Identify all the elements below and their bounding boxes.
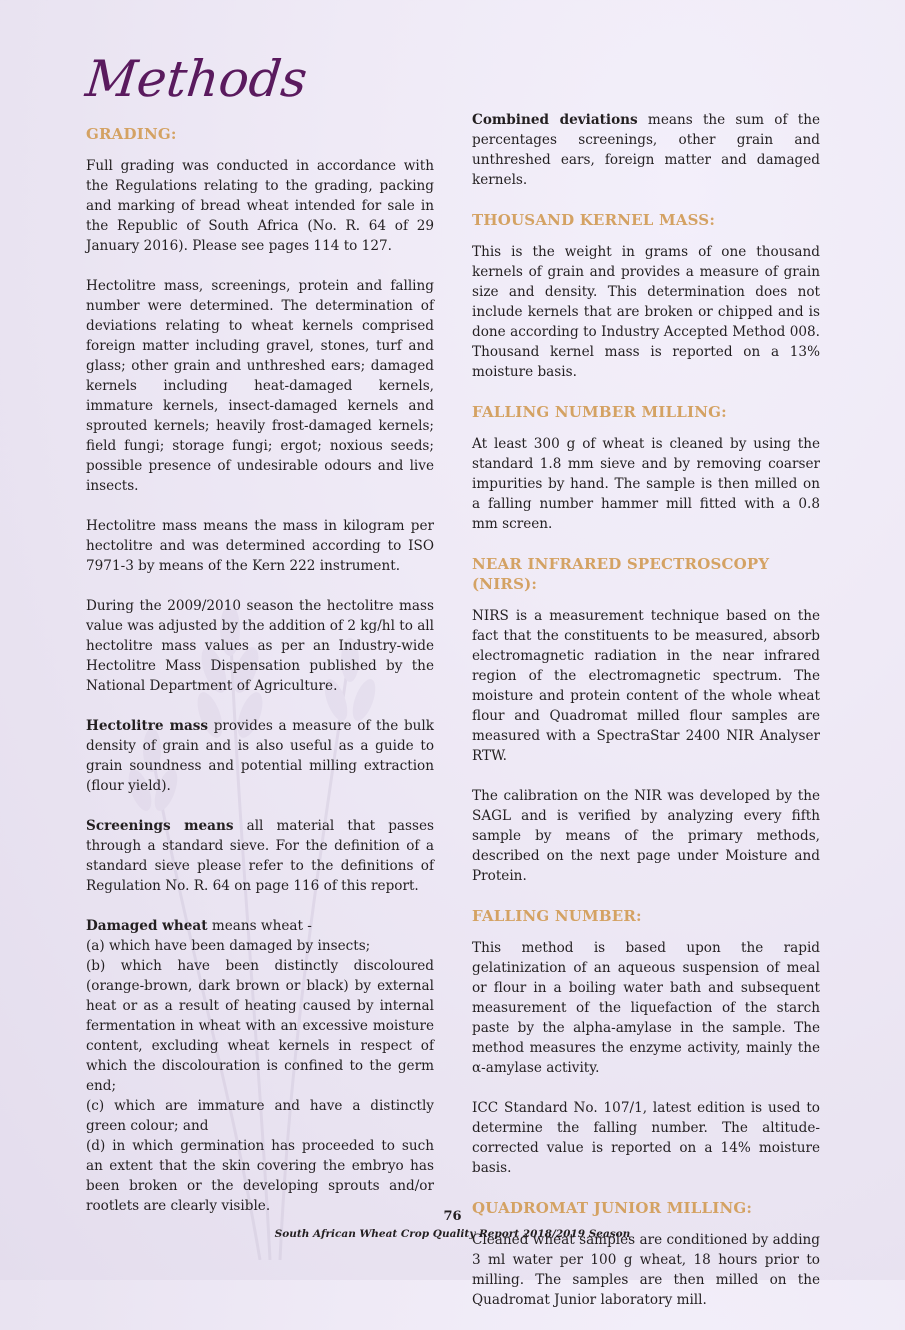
grading-heading: GRADING: [86,125,177,143]
hectolitre-mass-paragraph [86,716,434,796]
combined-deviations-paragraph [472,110,820,190]
quadromat-junior-milling-paragraph: Cleaned wheat samples are conditioned by adding 3 ml water per 100 g wheat, 18 hours prior to milling. The samples are then milled on the Quadromat Junior laboratory mill. [472,1232,820,1308]
damaged-wheat-term: Damaged wheat [86,918,208,934]
quadromat-junior-milling-heading: QUADROMAT JUNIOR MILLING: [472,1199,753,1217]
report-title: South African Wheat Crop Quality Report 2018/2019 Season [274,1228,631,1240]
damaged-wheat-item-d: (d) in which germination has proceeded to such an extent that the skin covering the embryo has been broken or the developing sprouts and/or rootlets are clearly visible. [86,1138,434,1214]
damaged-wheat-lead: means wheat - [207,918,312,934]
thousand-kernel-mass-heading: THOUSAND KERNEL MASS: [472,211,716,229]
hectolitre-mass-term: Hectolitre mass [86,718,209,734]
nirs-heading: NEAR INFRARED SPECTROSCOPY (NIRS): [472,555,770,593]
page-number: 76 [443,1209,462,1224]
falling-number-milling-heading: FALLING NUMBER MILLING: [472,403,727,421]
damaged-wheat-item-a: (a) which have been damaged by insects; [86,938,371,954]
damaged-wheat-item-b: (b) which have been distinctly discoloured (orange-brown, dark brown or black) by external heat or as a result of heating caused by internal fermentation in wheat with an excessive moisture content, excluding wheat kernels in respect of which the discolouration is confined to the germ end; [86,958,434,1094]
nirs-paragraph-1: NIRS is a measurement technique based on the fact that the constituents to be measured, absorb electromagnetic radiation in the near infrared region of the electromagnetic spectrum. The moisture and protein content of the whole wheat flour and Quadromat milled flour samples are measured with a SpectraStar 2400 NIR Analyser RTW. [472,608,820,764]
screenings-term: Screenings means [86,818,234,834]
falling-number-paragraph-2: ICC Standard No. 107/1, latest edition is used to determine the falling number. The altitude-corrected value is reported on a 14% moisture basis. [472,1100,820,1176]
screenings-paragraph [86,816,434,896]
combined-deviations-term: Combined deviations [472,112,638,128]
thousand-kernel-mass-paragraph: This is the weight in grams of one thousand kernels of grain and provides a measure of grain size and density. This determination does not include kernels that are broken or chipped and is done according to Industry Accepted Method 008. Thousand kernel mass is reported on a 13% moisture basis. [472,244,820,380]
damaged-wheat-paragraph [86,916,434,1216]
left-column [86,124,434,1236]
falling-number-heading: FALLING NUMBER: [472,907,642,925]
screenings-definition: all material that passes through a standard sieve. For the definition of a standard sieve please refer to the definitions of Regulation No. R. 64 on page 116 of this report. [86,818,434,894]
nirs-paragraph-2: The calibration on the NIR was developed by the SAGL and is verified by analyzing every fifth sample by means of the primary methods, described on the next page under Moisture and Protein. [472,788,820,884]
hectolitre-mass-definition: provides a measure of the bulk density of grain and is also useful as a guide to grain soundness and potential milling extraction (flour yield). [86,718,435,794]
page-title: Methods [82,50,310,108]
damaged-wheat-intro [86,916,434,936]
page-footer [0,1208,905,1242]
grading-paragraph-2: Hectolitre mass, screenings, protein and falling number were determined. The determination of deviations relating to wheat kernels comprised foreign matter including gravel, stones, turf and glass; other grain and unthreshed ears; damaged kernels including heat-damaged kernels, immature kernels, insect-damaged kernels and sprouted kernels; heavily frost-damaged kernels; field fungi; storage fungi; ergot; noxious seeds; possible presence of undesirable odours and live insects. [86,278,434,494]
falling-number-paragraph-1: This method is based upon the rapid gelatinization of an aqueous suspension of meal or flour in a boiling water bath and subsequent measurement of the liquefaction of the starch paste by the alpha-amylase in the sample. The method measures the enzyme activity, mainly the α-amylase activity. [472,940,820,1076]
right-column [472,110,820,1330]
combined-deviations-definition: means the sum of the percentages screenings, other grain and unthreshed ears, foreign matter and damaged kernels. [472,112,820,188]
grading-paragraph-4: During the 2009/2010 season the hectolitre mass value was adjusted by the addition of 2 kg/hl to all hectolitre mass values as per an Industry-wide Hectolitre Mass Dispensation published by the National Department of Agriculture. [86,598,435,694]
grading-paragraph-3: Hectolitre mass means the mass in kilogram per hectolitre and was determined according to ISO 7971-3 by means of the Kern 222 instrument. [86,518,434,574]
damaged-wheat-item-c: (c) which are immature and have a distinctly green colour; and [86,1098,434,1134]
falling-number-milling-paragraph: At least 300 g of wheat is cleaned by using the standard 1.8 mm sieve and by removing coarser impurities by hand. The sample is then milled on a falling number hammer mill fitted with a 0.8 mm screen. [472,436,820,532]
grading-paragraph-1: Full grading was conducted in accordance with the Regulations relating to the grading, packing and marking of bread wheat intended for sale in the Republic of South Africa (No. R. 64 of 29 January 2016). Please see pages 114 to 127. [86,158,434,254]
